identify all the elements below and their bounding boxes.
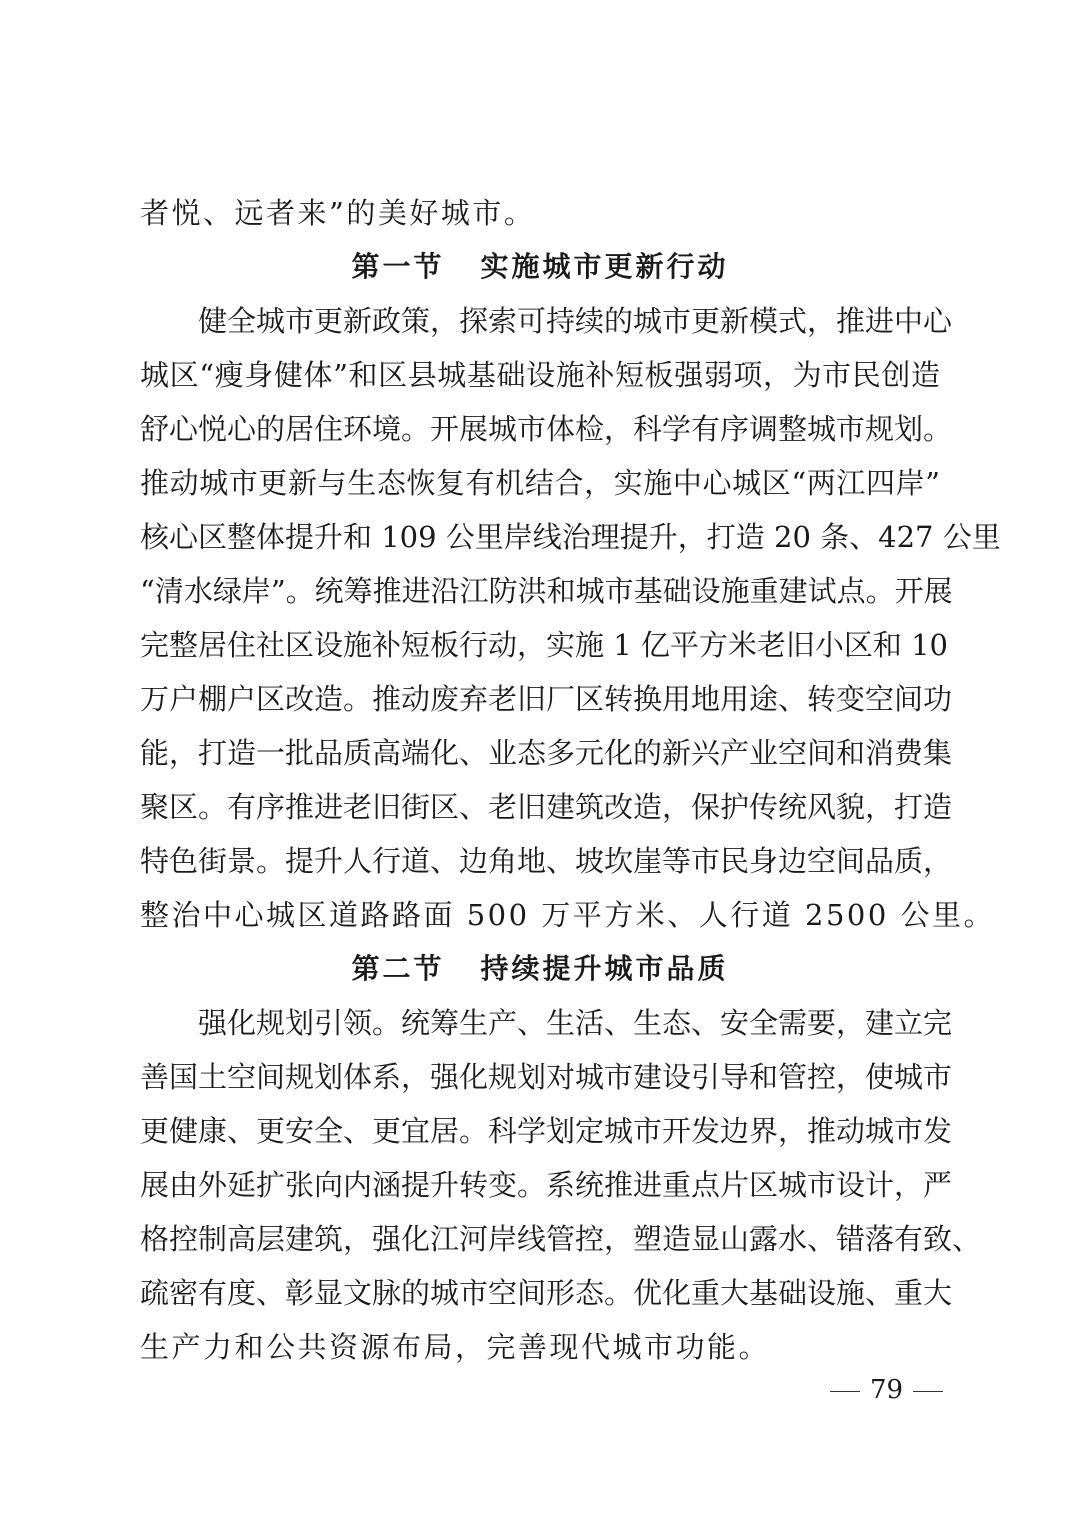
page-number [820, 1370, 953, 1410]
paragraph-line: 能，打造一批品质高端化、业态多元化的新兴产业空间和消费集 [140, 736, 953, 770]
dash-decoration [913, 1391, 943, 1392]
paragraph-line: 舒心悦心的居住环境。开展城市体检，科学有序调整城市规划。 [140, 412, 953, 446]
paragraph-line: 整治中心城区道路路面 500 万平方米、人行道 2500 公里。 [140, 898, 996, 932]
section-number: 第二节 [351, 952, 445, 985]
paragraph-line: 强化规划引领。统筹生产、生活、生态、安全需要，建立完 [198, 1006, 953, 1040]
paragraph-line: 核心区整体提升和 109 公里岸线治理提升，打造 20 条、427 公里 [140, 520, 1001, 554]
section-title: 持续提升城市品质 [480, 952, 729, 985]
paragraph-line: 疏密有度、彰显文脉的城市空间形态。优化重大基础设施、重大 [140, 1276, 953, 1310]
dash-decoration [830, 1391, 860, 1392]
paragraph-line: “清水绿岸”。统筹推进沿江防洪和城市基础设施重建试点。开展 [140, 574, 953, 608]
document-body [140, 186, 1001, 1374]
paragraph-line: 推动城市更新与生态恢复有机结合，实施中心城区“两江四岸” [140, 466, 940, 500]
paragraph-line: 特色街景。提升人行道、边角地、坡坎崖等市民身边空间品质， [140, 844, 953, 878]
section-title: 实施城市更新行动 [480, 250, 729, 283]
paragraph-line: 格控制高层建筑，强化江河岸线管控，塑造显山露水、错落有致、 [140, 1222, 982, 1256]
section-heading-2 [140, 942, 940, 996]
paragraph-line: 完整居住社区设施补短板行动，实施 1 亿平方米老旧小区和 10 [140, 628, 949, 662]
paragraph-line: 更健康、更安全、更宜居。科学划定城市开发边界，推动城市发 [140, 1114, 953, 1148]
paragraph-line: 善国土空间规划体系，强化规划对城市建设引导和管控，使城市 [140, 1060, 953, 1094]
paragraph-line: 者悦、远者来”的美好城市。 [140, 196, 536, 230]
paragraph-line: 聚区。有序推进老旧街区、老旧建筑改造，保护传统风貌，打造 [140, 790, 953, 824]
paragraph-line: 健全城市更新政策，探索可持续的城市更新模式，推进中心 [198, 304, 953, 338]
paragraph-line: 万户棚户区改造。推动废弃老旧厂区转换用地用途、转变空间功 [140, 682, 953, 716]
paragraph-line: 展由外延扩张向内涵提升转变。系统推进重点片区城市设计，严 [140, 1168, 953, 1202]
section-heading-1 [140, 240, 940, 294]
page-number-value: 79 [870, 1375, 904, 1405]
paragraph-line: 城区“瘦身健体”和区县城基础设施补短板强弱项，为市民创造 [140, 358, 940, 392]
section-number: 第一节 [351, 250, 445, 283]
paragraph-line: 生产力和公共资源布局，完善现代城市功能。 [140, 1330, 771, 1364]
